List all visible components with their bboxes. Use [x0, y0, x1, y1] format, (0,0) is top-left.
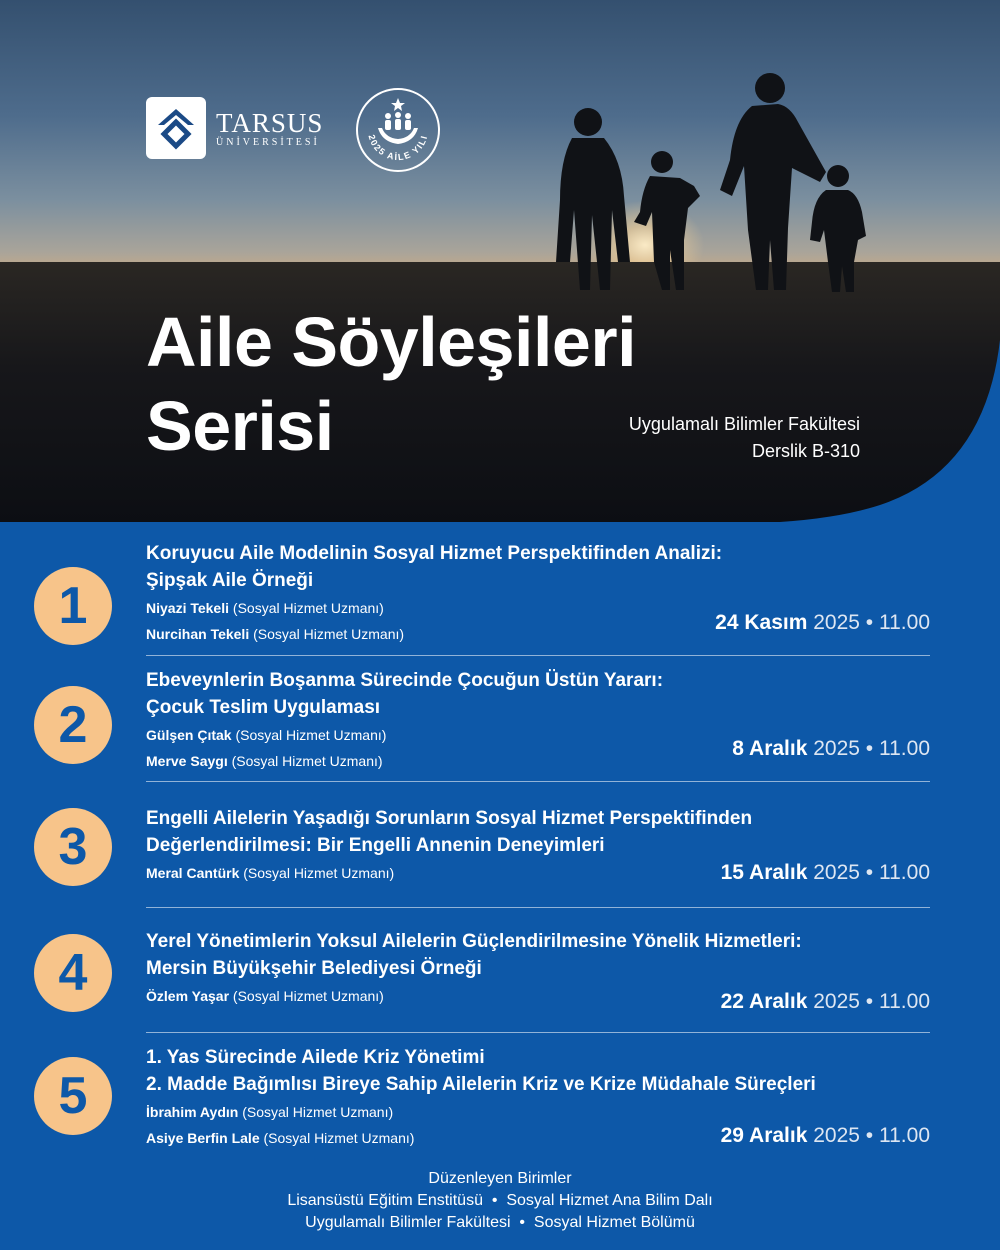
- session-title-line: Değerlendirilmesi: Bir Engelli Annenin Deneyimleri: [146, 835, 605, 856]
- bullet-separator: •: [859, 611, 879, 634]
- session-divider: [146, 1032, 930, 1033]
- session-year: 2025: [813, 861, 860, 884]
- session-number-badge: 3: [34, 808, 112, 886]
- speaker-name: Merve Saygı: [146, 753, 228, 769]
- session-divider: [146, 781, 930, 782]
- session-date: [721, 861, 930, 885]
- session-divider: [146, 655, 930, 656]
- session-title-line: Şipşak Aile Örneği: [146, 570, 314, 591]
- tarsus-emblem-icon: [146, 97, 206, 159]
- session-title-line: Koruyucu Aile Modelinin Sosyal Hizmet Perspektifinden Analizi:: [146, 543, 723, 564]
- speaker-role: (Sosyal Hizmet Uzmanı): [232, 988, 384, 1004]
- speaker-name: Özlem Yaşar: [146, 988, 230, 1004]
- bullet-separator: •: [859, 1124, 879, 1147]
- session-title-line: Yerel Yönetimlerin Yoksul Ailelerin Güçlendirilmesine Yönelik Hizmetleri:: [146, 931, 802, 952]
- session-time: 11.00: [879, 737, 930, 760]
- svg-text:2025 AİLE YILI: [366, 133, 429, 162]
- session-day: 29 Aralık: [720, 1124, 808, 1147]
- family-year-logo-text: 2025 AİLE YILI: [366, 133, 430, 163]
- session-number-badge: 1: [34, 567, 112, 645]
- speaker-role: (Sosyal Hizmet Uzmanı): [231, 753, 383, 769]
- speaker-role: (Sosyal Hizmet Uzmanı): [242, 1104, 394, 1120]
- speaker-role: (Sosyal Hizmet Uzmanı): [263, 1130, 415, 1146]
- venue-info: [629, 411, 860, 465]
- session-number-badge: 4: [34, 934, 112, 1012]
- session-number-badge: 5: [34, 1057, 112, 1135]
- organizers-footer: [0, 1168, 1000, 1234]
- session-speaker: [146, 986, 384, 1006]
- session-title-line: 2. Madde Bağımlısı Bireye Sahip Ailelerin Kriz ve Krize Müdahale Süreçleri: [146, 1074, 816, 1095]
- title-line-2: Serisi: [146, 387, 334, 465]
- organizers-line-2: Uygulamalı Bilimler Fakültesi • Sosyal Hizmet Bölümü: [305, 1214, 695, 1231]
- session-day: 22 Aralık: [720, 990, 808, 1013]
- speaker-name: Asiye Berfin Lale: [146, 1130, 260, 1146]
- speaker-name: Meral Cantürk: [146, 865, 244, 881]
- session-title-line: 1. Yas Sürecinde Ailede Kriz Yönetimi: [146, 1047, 485, 1068]
- venue-room: Derslik B-310: [751, 441, 860, 461]
- session-day: 24 Kasım: [715, 611, 808, 634]
- tarsus-university-logo: [146, 97, 323, 159]
- venue-faculty: Uygulamalı Bilimler Fakültesi: [628, 414, 860, 434]
- bullet-separator: •: [859, 737, 879, 760]
- organizers-heading: Düzenleyen Birimler: [428, 1170, 572, 1187]
- bullet-separator: •: [859, 990, 879, 1013]
- university-subtitle: ÜNİVERSİTESİ: [216, 136, 320, 148]
- session-speaker: [146, 1102, 393, 1122]
- session-date: [721, 990, 930, 1014]
- speaker-role: (Sosyal Hizmet Uzmanı): [235, 727, 387, 743]
- session-time: 11.00: [879, 1124, 930, 1147]
- session-time: 11.00: [879, 990, 930, 1013]
- session-year: 2025: [813, 1124, 860, 1147]
- session-title-line: Ebeveynlerin Boşanma Sürecinde Çocuğun Üstün Yararı:: [146, 670, 664, 691]
- session-speaker: [146, 1128, 414, 1148]
- session-year: 2025: [813, 737, 860, 760]
- session-speaker: [146, 624, 404, 644]
- session-number-badge: 2: [34, 686, 112, 764]
- speaker-name: İbrahim Aydın: [146, 1104, 239, 1120]
- speaker-name: Niyazi Tekeli: [146, 600, 230, 616]
- session-year: 2025: [813, 611, 860, 634]
- speaker-role: (Sosyal Hizmet Uzmanı): [232, 600, 384, 616]
- session-time: 11.00: [879, 611, 930, 634]
- session-speaker: [146, 863, 394, 883]
- session-divider: [146, 907, 930, 908]
- organizers-line-1: Lisansüstü Eğitim Enstitüsü • Sosyal Hizmet Ana Bilim Dalı: [287, 1192, 713, 1209]
- session-speaker: [146, 725, 386, 745]
- speaker-name: Gülşen Çıtak: [146, 727, 232, 743]
- session-day: 8 Aralık: [732, 737, 808, 760]
- university-name: TARSUS: [216, 107, 324, 138]
- speaker-name: Nurcihan Tekeli: [146, 626, 250, 642]
- family-year-2025-logo: [354, 86, 442, 174]
- session-title-line: Engelli Ailelerin Yaşadığı Sorunların Sosyal Hizmet Perspektifinden: [146, 808, 753, 829]
- session-day: 15 Aralık: [720, 861, 808, 884]
- session-speaker: [146, 751, 383, 771]
- session-date: [715, 611, 930, 635]
- bullet-separator: •: [859, 861, 879, 884]
- session-title-line: Çocuk Teslim Uygulaması: [146, 697, 381, 718]
- session-speaker: [146, 598, 384, 618]
- title-line-1: Aile Söyleşileri: [146, 303, 637, 381]
- session-year: 2025: [813, 990, 860, 1013]
- session-date: [721, 1124, 930, 1148]
- page-title: [146, 300, 636, 468]
- session-title-line: Mersin Büyükşehir Belediyesi Örneği: [146, 958, 482, 979]
- speaker-role: (Sosyal Hizmet Uzmanı): [253, 626, 405, 642]
- speaker-role: (Sosyal Hizmet Uzmanı): [243, 865, 395, 881]
- session-time: 11.00: [879, 861, 930, 884]
- session-date: [732, 737, 930, 761]
